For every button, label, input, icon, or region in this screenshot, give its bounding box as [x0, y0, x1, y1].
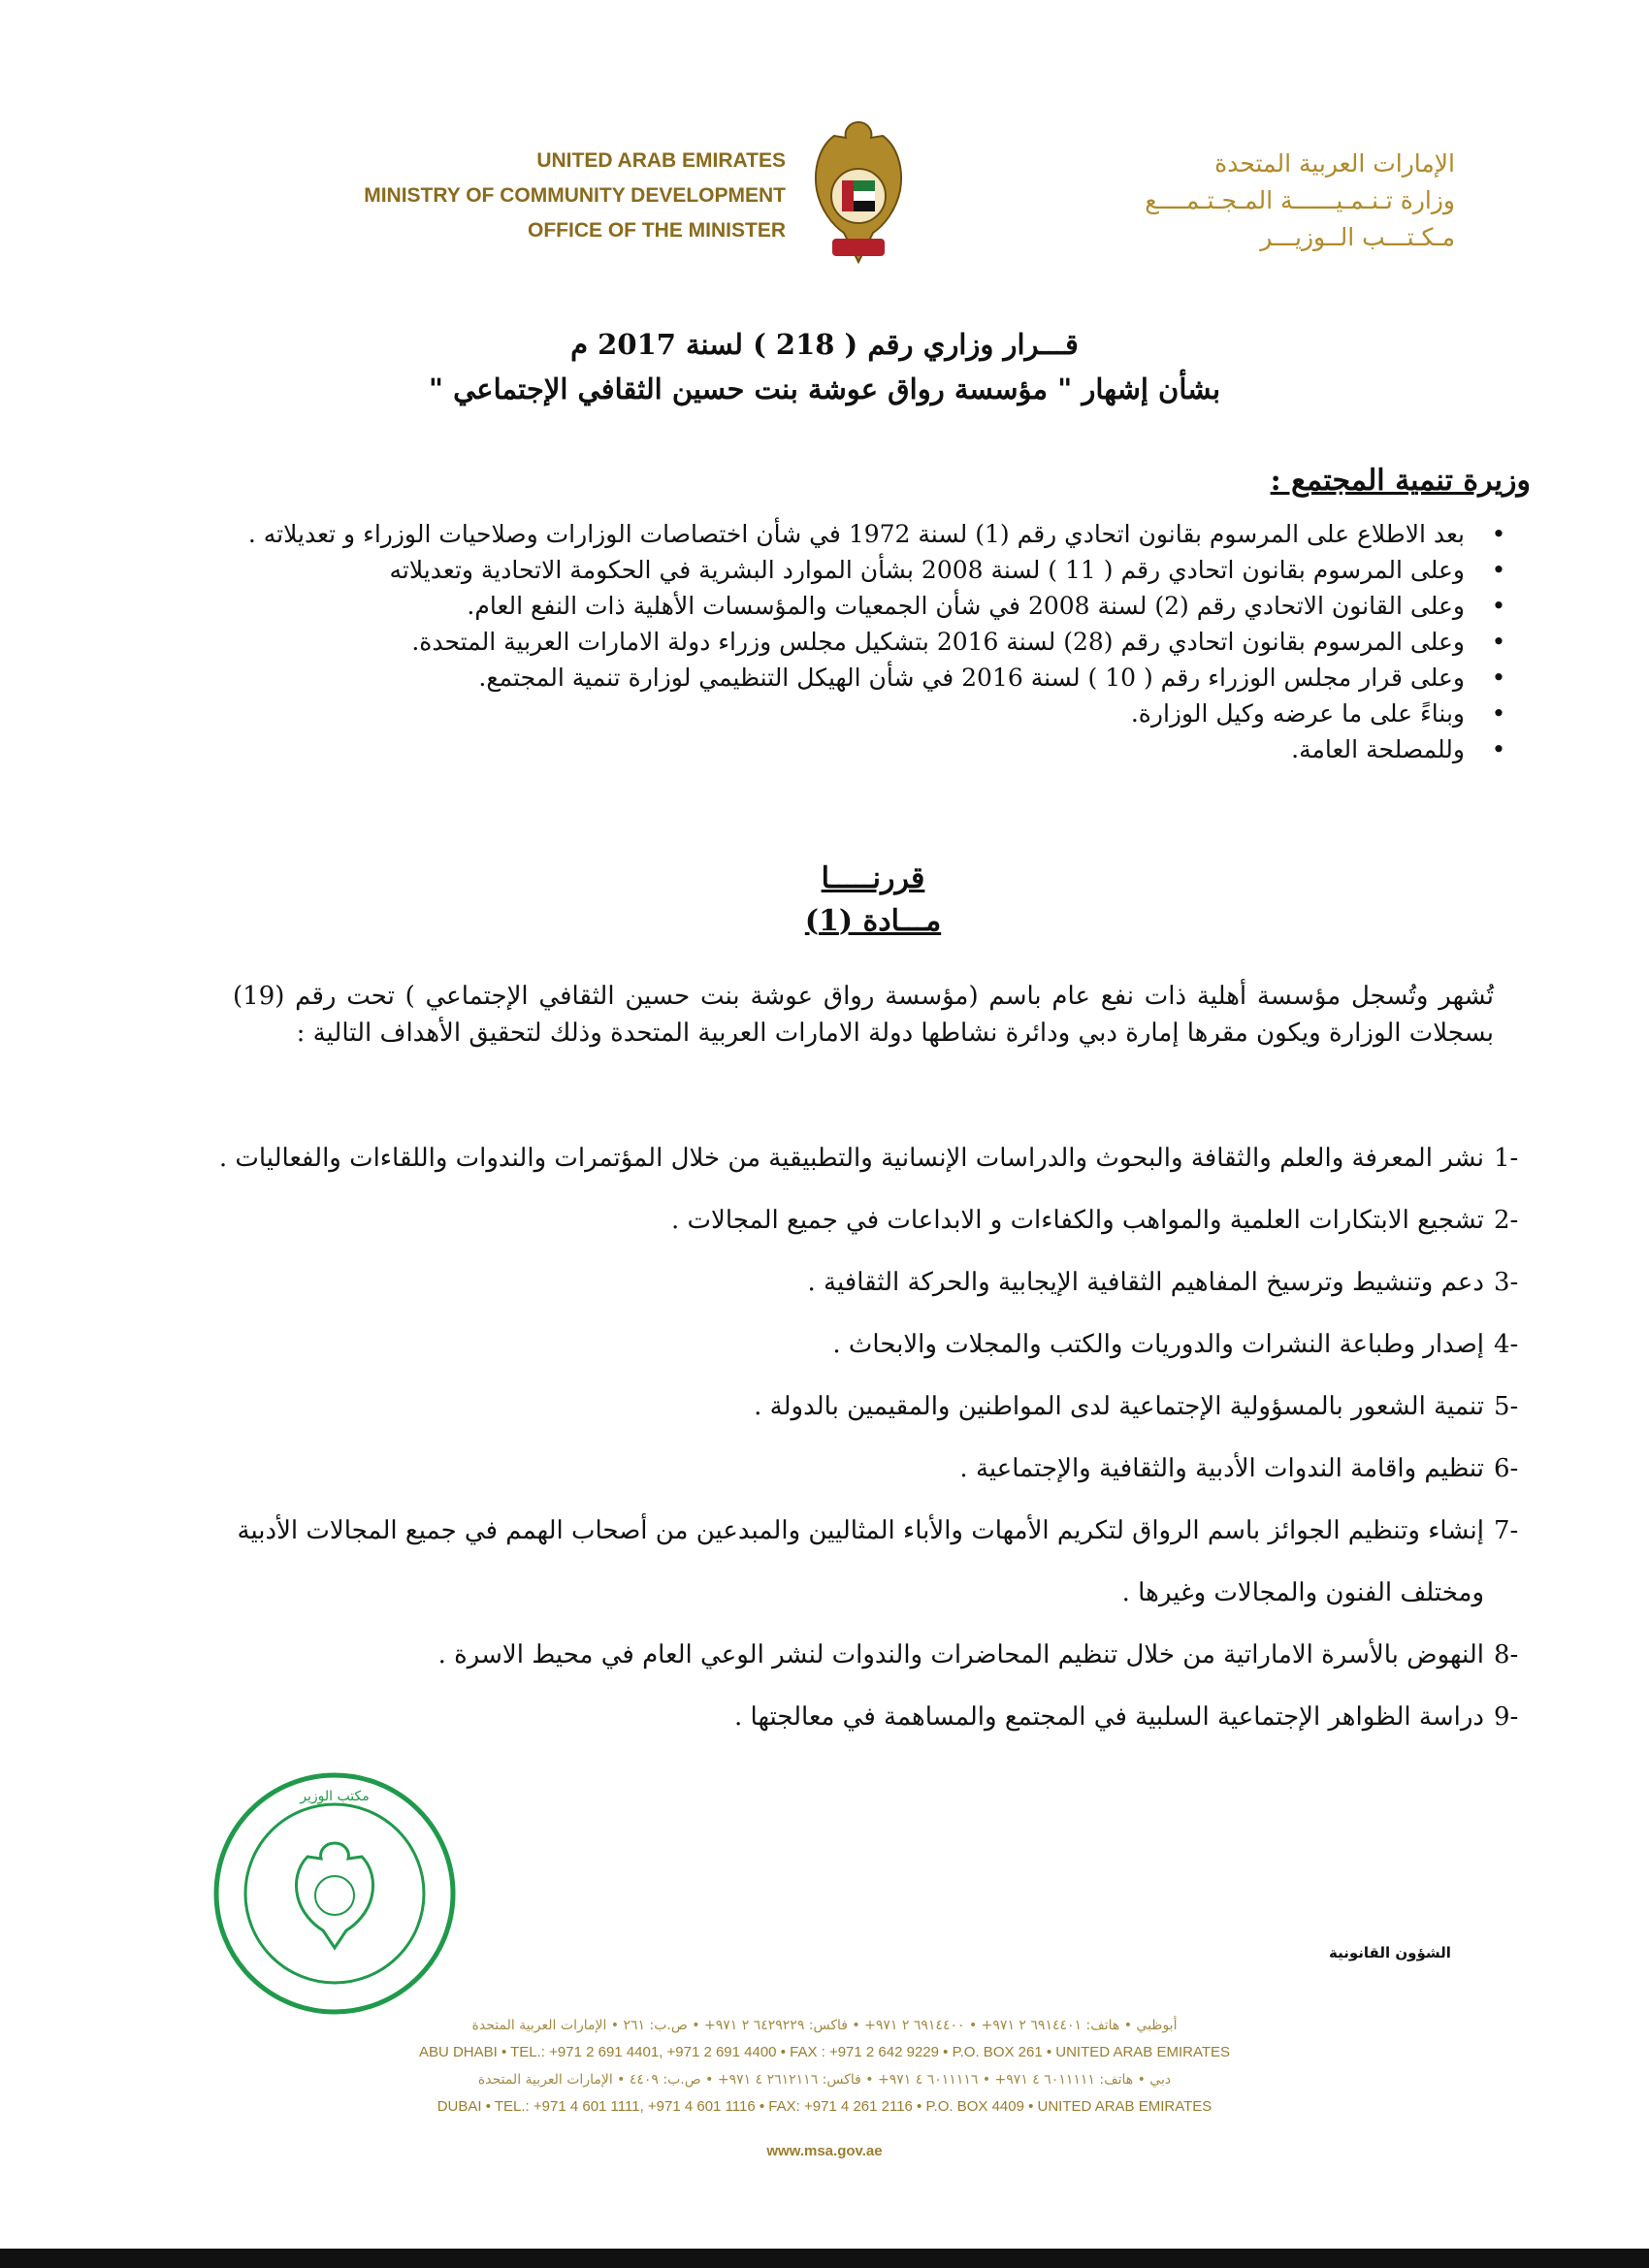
objective-item: -4 إصدار وطباعة النشرات والدوريات والكتب والمجلات والابحاث . — [832, 1330, 1519, 1359]
footer-dubai-en: DUBAI • TEL.: +971 4 601 1111, +971 4 601 1116 • FAX: +971 4 261 2116 • P.O. BOX 4409 • UNITED ARAB EMIRATES — [436, 2098, 1212, 2115]
bullet-icon: • — [1491, 520, 1506, 548]
intro-paragraph: تُشهر وتُسجل مؤسسة أهلية ذات نفع عام باسم (مؤسسة رواق عوشة بنت حسين الثقافي الإجتماعي ) تحت رقم (19) بسجلات الوزارة ويكون مقرها إمارة دبي ودائرة نشاطها دولة الامارات العربية المتحدة وذلك لتحقيق الأهداف التالية : — [233, 982, 1494, 1048]
footer-abu-dhabi-ar: أبوظبي • هاتف: ٦٩١٤٤٠١ ٢ ٩٧١+ • ٦٩١٤٤٠٠ ٢ ٩٧١+ • فاكس: ٦٤٢٩٢٢٩ ٢ ٩٧١+ • ص.ب: ٢٦١ • الإمارات العربية المتحدة — [471, 2018, 1178, 2033]
objective-item: -9 دراسة الظواهر الإجتماعية السلبية في المجتمع والمساهمة في معالجتها . — [734, 1702, 1519, 1732]
objective-item: -1 نشر المعرفة والعلم والثقافة والبحوث والدراسات الإنسانية والتطبيقية من خلال المؤتمرات والندوات واللقاءات والفعاليات . — [218, 1144, 1519, 1173]
legal-affairs-label: الشؤون القانونية — [1329, 1944, 1451, 1961]
bullet-icon: • — [1491, 735, 1506, 763]
objective-item: -8 النهوض بالأسرة الاماراتية من خلال تنظيم المحاضرات والندوات لنشر الوعي العام في محيط الاسرة . — [437, 1640, 1519, 1669]
recital-item: • وعلى القانون الاتحادي رقم (2) لسنة 2008 في شأن الجمعيات والمؤسسات الأهلية ذات النفع العام. — [213, 588, 1513, 624]
letterhead-en-ministry: MINISTRY OF COMMUNITY DEVELOPMENT — [364, 184, 786, 207]
recital-item: • وبناءً على ما عرضه وكيل الوزارة. — [213, 696, 1513, 731]
recital-item: • وعلى قرار مجلس الوزراء رقم ( 10 ) لسنة 2016 في شأن الهيكل التنظيمي لوزارة تنمية المجتمع. — [213, 660, 1513, 696]
bullet-icon: • — [1491, 699, 1506, 728]
objective-item: -2 تشجيع الابتكارات العلمية والمواهب والكفاءات و الابداعات في جميع المجالات . — [671, 1206, 1519, 1235]
footer-contacts — [291, 2012, 1358, 2165]
decision-subject: بشأن إشهار " مؤسسة رواق عوشة بنت حسين الثقافي الإجتماعي " — [428, 373, 1221, 405]
footer-website-link[interactable]: www.msa.gov.ae — [766, 2143, 883, 2159]
objective-item: -7 إنشاء وتنظيم الجوائز باسم الرواق لتكريم الأمهات والأباء المثاليين والمبدعين من أصحاب الهمم في جميع المجالات الأدبية ومختلف الفنون والمجالات وغيرها . — [237, 1516, 1519, 1607]
bullet-icon: • — [1491, 592, 1506, 620]
article-heading: مـــادة (1) — [804, 904, 942, 938]
ministry-seal-stamp — [209, 1767, 461, 2020]
objective-item: -5 تنمية الشعور بالمسؤولية الإجتماعية لدى المواطنين والمقيمين بالدولة . — [754, 1392, 1519, 1421]
bullet-icon: • — [1491, 664, 1506, 692]
recital-item: • وعلى المرسوم بقانون اتحادي رقم ( 11 ) لسنة 2008 بشأن الموارد البشرية في الحكومة الاتحادية وتعديلاته — [213, 552, 1513, 588]
footer-abu-dhabi-en: ABU DHABI • TEL.: +971 2 691 4401, +971 2 691 4400 • FAX : +971 2 642 9229 • P.O. BOX 261 • UNITED ARAB EMIRATES — [418, 2044, 1231, 2060]
letterhead-arabic — [931, 146, 1455, 256]
recital-item: • وعلى المرسوم بقانون اتحادي رقم (28) لسنة 2016 بتشكيل مجلس وزراء دولة الامارات العربية المتحدة. — [213, 624, 1513, 660]
objective-item: -6 تنظيم واقامة الندوات الأدبية والثقافية والإجتماعية . — [959, 1454, 1519, 1483]
scan-edge-bar — [0, 2249, 1649, 2268]
objectives-list — [204, 1127, 1542, 1748]
letterhead-en-office: OFFICE OF THE MINISTER — [528, 219, 786, 242]
recitals-list — [213, 516, 1513, 767]
bullet-icon: • — [1491, 628, 1506, 656]
ministry-heading: وزيرة تنمية المجتمع : — [1270, 464, 1531, 498]
uae-falcon-emblem — [805, 116, 912, 272]
letterhead-en-country: UNITED ARAB EMIRATES — [536, 149, 786, 172]
decision-title: قـــرار وزاري رقم ( 218 ) لسنة 2017 م — [570, 328, 1079, 361]
footer-dubai-ar: دبي • هاتف: ٦٠١١١١١ ٤ ٩٧١+ • ٦٠١١١١٦ ٤ ٩٧١+ • فاكس: ٢٦١٢١١٦ ٤ ٩٧١+ • ص.ب: ٤٤٠٩ • الإمارات العربية المتحدة — [477, 2072, 1172, 2088]
letterhead-ar-country: الإمارات العربية المتحدة — [1214, 149, 1455, 178]
decision-title-block — [291, 322, 1358, 411]
decided-heading: قررنـــــا — [821, 861, 925, 895]
recital-item: • بعد الاطلاع على المرسوم بقانون اتحادي رقم (1) لسنة 1972 في شأن اختصاصات الوزارات وصلاحيات الوزراء و تعديلاته . — [213, 516, 1513, 552]
letterhead-ar-office: مـكـتـــب الــوزيـــر — [1260, 223, 1455, 251]
recital-item: • وللمصلحة العامة. — [213, 731, 1513, 767]
objective-item: -3 دعم وتنشيط وترسيخ المفاهيم الثقافية الإيجابية والحركة الثقافية . — [807, 1268, 1519, 1297]
bullet-icon: • — [1491, 556, 1506, 584]
decision-headings — [582, 858, 1164, 943]
letterhead-english — [364, 144, 786, 248]
letterhead-ar-ministry: وزارة تـنـمـيــــــة المـجـتـمــــع — [1145, 186, 1455, 214]
svg-text:مكتب الوزير: مكتب الوزير — [300, 1789, 370, 1804]
